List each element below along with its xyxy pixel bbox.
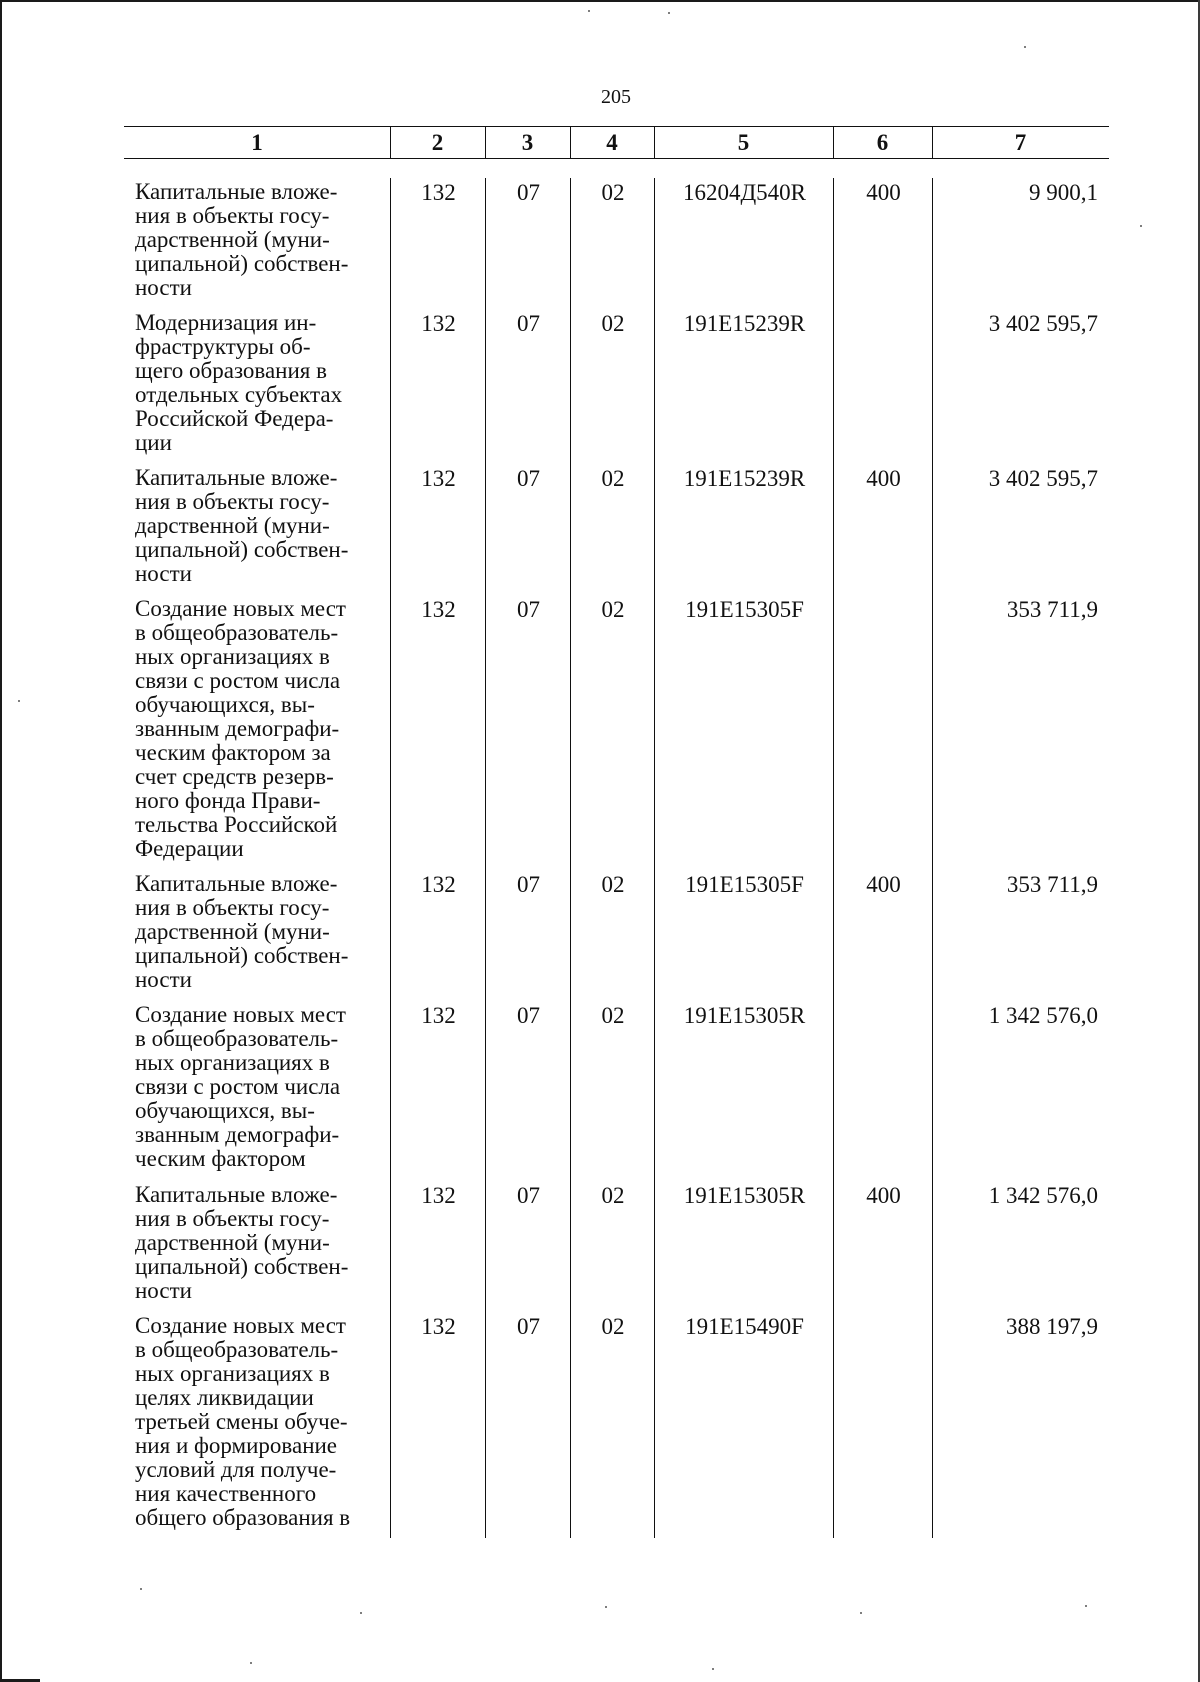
scan-speck — [1140, 225, 1142, 227]
column-separator — [390, 178, 391, 1538]
cell-col-4: 02 — [601, 1183, 625, 1208]
cell-col-5: 191E15305R — [683, 1183, 806, 1208]
row-name: Создание новых мест в общеобразователь- ных организациях в связи с ростом числа обучающихся, вы- званным демографи- ческим фактором за счет средств резерв- ного фонда Прави- тельства Российской Федерации — [135, 596, 346, 861]
cell-col-5: 191E15239R — [683, 466, 806, 491]
cell-col-3: 07 — [517, 311, 540, 336]
column-separator — [570, 178, 571, 1538]
row-name: Капитальные вложе- ния в объекты госу- дарственной (муни- ципальной) собствен- ности — [135, 179, 349, 300]
header-col-7: 7 — [1014, 130, 1027, 155]
scan-speck — [605, 1606, 607, 1608]
scan-speck — [250, 1662, 252, 1664]
cell-col-5: 191E15305F — [685, 597, 804, 622]
cell-col-7: 3 402 595,7 — [988, 311, 1098, 336]
cell-col-2: 132 — [421, 1183, 456, 1208]
row-name: Капитальные вложе- ния в объекты госу- дарственной (муни- ципальной) собствен- ности — [135, 465, 349, 586]
cell-col-2: 132 — [421, 597, 456, 622]
column-separator — [654, 178, 655, 1538]
scan-speck — [588, 10, 590, 12]
cell-col-2: 132 — [421, 1003, 456, 1028]
column-separator — [932, 178, 933, 1538]
header-col-2: 2 — [431, 130, 444, 155]
row-name: Капитальные вложе- ния в объекты госу- дарственной (муни- ципальной) собствен- ности — [135, 871, 349, 992]
cell-col-5: 191E15305R — [683, 1003, 806, 1028]
cell-col-5: 191E15239R — [683, 311, 806, 336]
cell-col-4: 02 — [601, 311, 625, 336]
cell-col-3: 07 — [517, 597, 540, 622]
cell-col-2: 132 — [421, 311, 456, 336]
cell-col-5: 191E15490F — [685, 1314, 804, 1339]
cell-col-6: 400 — [866, 466, 901, 491]
cell-col-7: 9 900,1 — [1029, 180, 1098, 205]
cell-col-6: 400 — [866, 872, 901, 897]
scan-speck — [712, 1668, 714, 1670]
cell-col-3: 07 — [517, 872, 540, 897]
cell-col-7: 1 342 576,0 — [988, 1183, 1098, 1208]
cell-col-2: 132 — [421, 466, 456, 491]
scan-speck — [1085, 1605, 1087, 1607]
column-separator — [485, 178, 486, 1538]
row-name: Модернизация ин- фраструктуры об- щего образования в отдельных субъектах Российской Федера- ции — [135, 310, 343, 455]
row-name: Создание новых мест в общеобразователь- ных организациях в целях ликвидации третьей смены обуче- ния и формирование условий для получе- ния качественного общего образования в — [135, 1313, 351, 1530]
cell-col-4: 02 — [601, 466, 625, 491]
scan-speck — [1024, 46, 1026, 48]
cell-col-4: 02 — [601, 872, 625, 897]
page-number: 205 — [601, 86, 631, 108]
cell-col-3: 07 — [517, 1183, 540, 1208]
cell-col-5: 191E15305F — [685, 872, 804, 897]
table-top-rule — [124, 126, 1109, 127]
scan-speck — [18, 700, 20, 702]
row-name: Создание новых мест в общеобразователь- ных организациях в связи с ростом числа обучающихся, вы- званным демографи- ческим фактором — [135, 1002, 346, 1171]
cell-col-3: 07 — [517, 466, 540, 491]
cell-col-4: 02 — [601, 1003, 625, 1028]
row-name: Капитальные вложе- ния в объекты госу- дарственной (муни- ципальной) собствен- ности — [135, 1182, 349, 1303]
scan-border-left — [0, 0, 2, 1682]
cell-col-2: 132 — [421, 872, 456, 897]
header-col-1: 1 — [251, 130, 263, 155]
cell-col-4: 02 — [601, 1314, 625, 1339]
header-col-6: 6 — [876, 130, 889, 155]
scan-border-top — [0, 0, 1200, 2]
cell-col-6: 400 — [866, 1183, 901, 1208]
scan-speck — [360, 1612, 362, 1614]
cell-col-2: 132 — [421, 180, 456, 205]
column-separator — [833, 178, 834, 1538]
cell-col-3: 07 — [517, 1003, 540, 1028]
table-header-rule — [124, 158, 1109, 159]
header-col-4: 4 — [606, 130, 618, 155]
cell-col-4: 02 — [601, 597, 625, 622]
cell-col-7: 353 711,9 — [1006, 872, 1098, 897]
cell-col-5: 16204Д540R — [682, 180, 807, 205]
cell-col-2: 132 — [421, 1314, 456, 1339]
scan-speck — [140, 1588, 142, 1590]
header-col-3: 3 — [521, 130, 534, 155]
cell-col-3: 07 — [517, 180, 540, 205]
cell-col-6: 400 — [866, 180, 901, 205]
cell-col-7: 353 711,9 — [1006, 597, 1098, 622]
cell-col-7: 3 402 595,7 — [988, 466, 1098, 491]
cell-col-7: 1 342 576,0 — [988, 1003, 1098, 1028]
cell-col-7: 388 197,9 — [1006, 1314, 1098, 1339]
scan-speck — [860, 1612, 862, 1614]
scan-speck — [668, 12, 670, 14]
cell-col-4: 02 — [601, 180, 625, 205]
header-col-5: 5 — [737, 130, 750, 155]
cell-col-3: 07 — [517, 1314, 540, 1339]
